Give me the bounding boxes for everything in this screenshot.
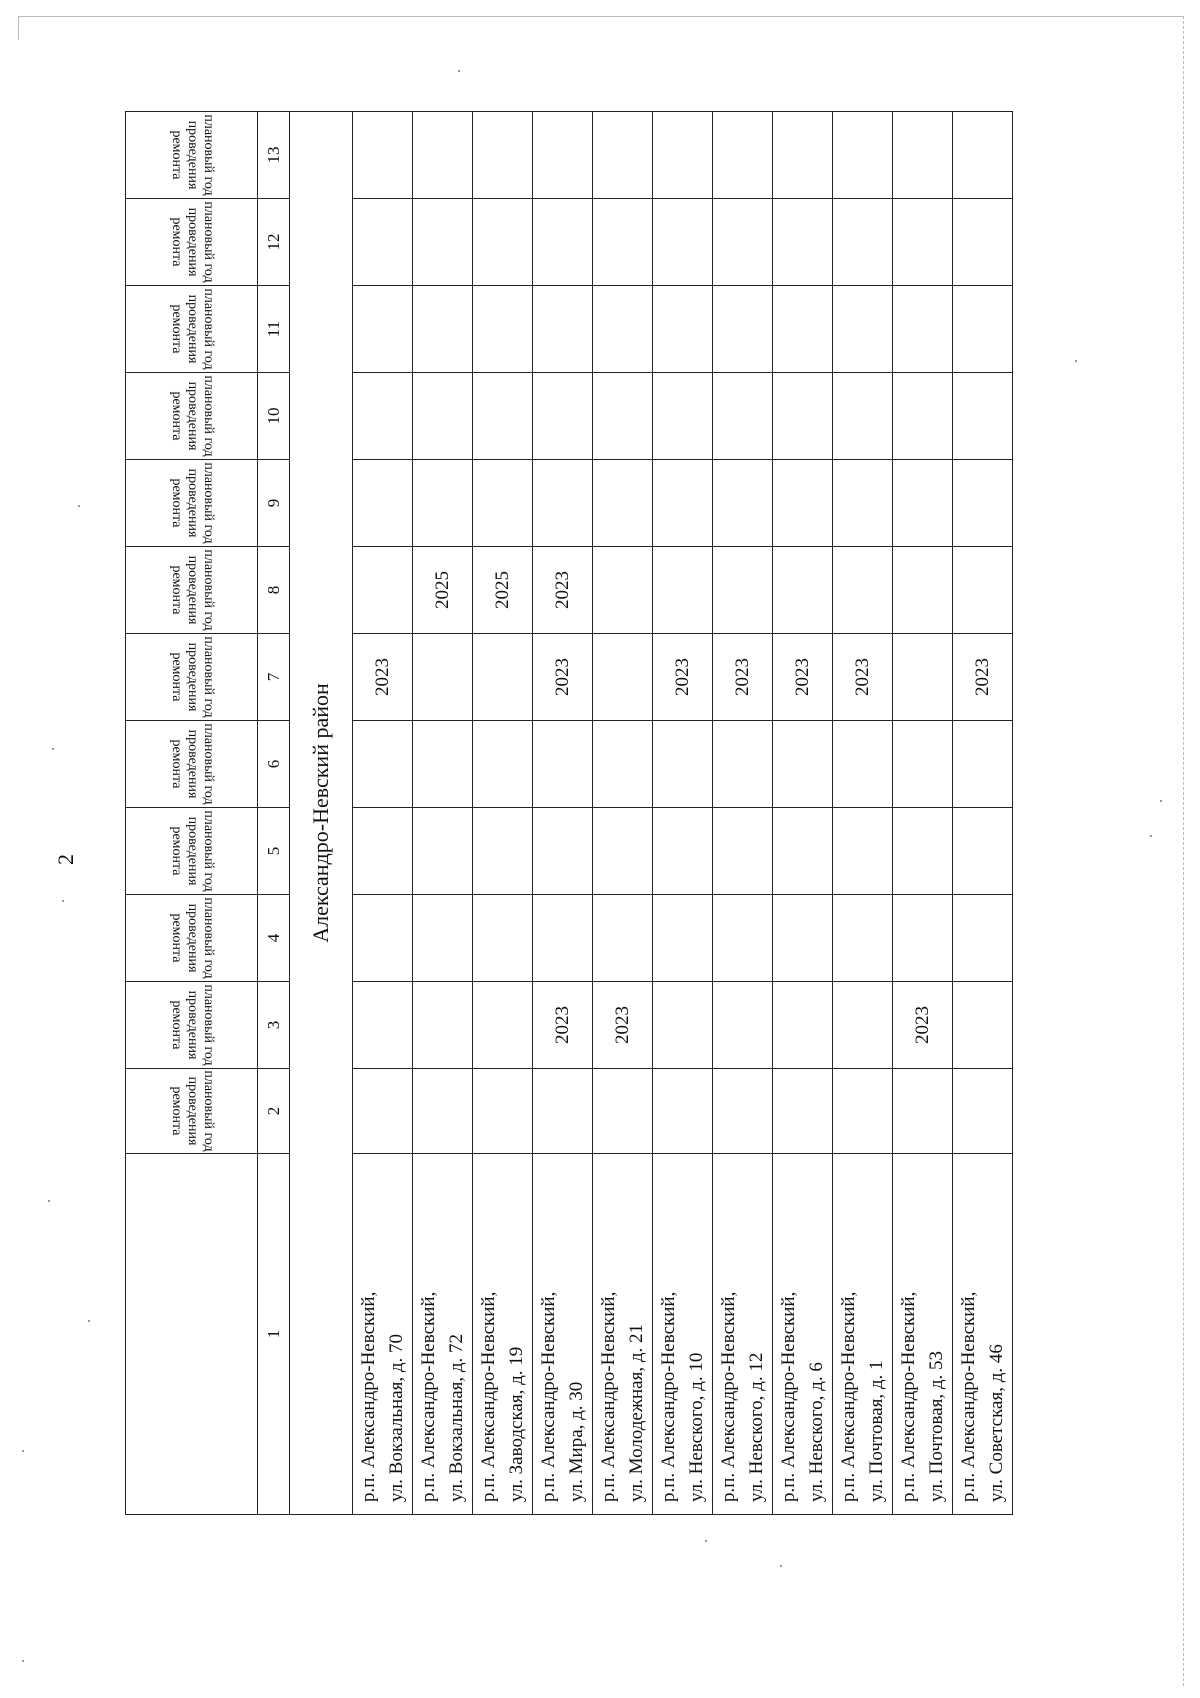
column-number-3: 3: [258, 982, 290, 1069]
column-number-5: 5: [258, 808, 290, 895]
year-cell-col-13: [353, 112, 413, 199]
column-number-9: 9: [258, 460, 290, 547]
year-cell-col-2: [653, 1069, 713, 1154]
year-cell-col-4: [773, 895, 833, 982]
address-line: ул. Мира, д. 30: [565, 1381, 587, 1502]
year-cell-col-8: 2025: [473, 547, 533, 634]
address-cell: [413, 1154, 473, 1515]
year-cell-col-12: [893, 199, 953, 286]
year-cell-col-5: [893, 808, 953, 895]
address-line: ул. Невского, д. 12: [745, 1352, 767, 1502]
year-cell-col-9: [893, 460, 953, 547]
address-line: р.п. Александро-Невский,: [597, 1291, 619, 1502]
year-cell-col-9: [533, 460, 593, 547]
year-cell-col-13: [893, 112, 953, 199]
year-cell-col-6: [533, 721, 593, 808]
year-cell-col-10: [713, 373, 773, 460]
scan-speck: [1160, 800, 1162, 802]
year-cell-col-8: [833, 547, 893, 634]
year-cell-col-10: [353, 373, 413, 460]
year-cell-col-2: [833, 1069, 893, 1154]
year-cell-col-11: [593, 286, 653, 373]
address-cell: [653, 1154, 713, 1515]
year-cell-col-12: [953, 199, 1013, 286]
column-header-2: [126, 1069, 258, 1154]
table-row: [833, 112, 893, 1515]
table-row: [893, 112, 953, 1515]
year-cell-col-13: [953, 112, 1013, 199]
scan-edge-right: [1183, 16, 1184, 1686]
address-line: р.п. Александро-Невский,: [357, 1291, 379, 1502]
table-row: [593, 112, 653, 1515]
year-cell-col-8: [893, 547, 953, 634]
year-cell-col-12: [473, 199, 533, 286]
year-cell-col-2: [773, 1069, 833, 1154]
year-cell-col-2: [713, 1069, 773, 1154]
year-cell-col-8: 2023: [533, 547, 593, 634]
year-cell-col-3: 2023: [893, 982, 953, 1069]
address-line: ул. Почтовая, д. 1: [865, 1360, 887, 1502]
year-cell-col-7: 2023: [653, 634, 713, 721]
year-cell-col-6: [953, 721, 1013, 808]
page-number: 2: [53, 854, 78, 865]
column-header-10: [126, 373, 258, 460]
column-header-text: плановый год проведения ремонта: [168, 549, 216, 631]
rotated-page-content: [53, 70, 1060, 1515]
year-cell-col-11: [953, 286, 1013, 373]
year-cell-col-11: [773, 286, 833, 373]
year-cell-col-6: [353, 721, 413, 808]
year-cell-col-13: [653, 112, 713, 199]
year-cell-col-11: [653, 286, 713, 373]
year-cell-col-12: [833, 199, 893, 286]
district-name: Александро-Невский район: [290, 112, 353, 1515]
year-cell-col-6: [593, 721, 653, 808]
year-cell-col-7: [413, 634, 473, 721]
column-header-text: плановый год проведения ремонта: [168, 462, 216, 544]
address-line: ул. Вокзальная, д. 70: [385, 1333, 407, 1502]
year-cell-col-7: [893, 634, 953, 721]
repair-schedule-table-wrapper: [125, 111, 1013, 1515]
year-cell-col-6: [893, 721, 953, 808]
year-cell-col-8: [593, 547, 653, 634]
column-header-13: [126, 112, 258, 199]
column-header-text: плановый год проведения ремонта: [168, 375, 216, 457]
address-cell: [953, 1154, 1013, 1515]
address-line: р.п. Александро-Невский,: [477, 1291, 499, 1502]
year-cell-col-7: 2023: [953, 634, 1013, 721]
year-cell-col-10: [413, 373, 473, 460]
column-header-12: [126, 199, 258, 286]
column-number-row: [258, 112, 290, 1515]
scan-edge-left: [18, 16, 19, 40]
year-cell-col-12: [413, 199, 473, 286]
year-cell-col-5: [473, 808, 533, 895]
year-cell-col-3: [773, 982, 833, 1069]
year-cell-col-12: [653, 199, 713, 286]
table-row: [713, 112, 773, 1515]
scan-speck: [78, 505, 80, 507]
address-line: ул. Почтовая, д. 53: [925, 1350, 947, 1502]
district-row: [290, 112, 353, 1515]
column-header-text: плановый год проведения ремонта: [168, 288, 216, 370]
year-cell-col-12: [713, 199, 773, 286]
column-header-8: [126, 547, 258, 634]
year-cell-col-6: [413, 721, 473, 808]
table-row: [773, 112, 833, 1515]
year-cell-col-7: [473, 634, 533, 721]
year-cell-col-13: [413, 112, 473, 199]
table-row: [533, 112, 593, 1515]
year-cell-col-2: [533, 1069, 593, 1154]
year-cell-col-6: [773, 721, 833, 808]
year-cell-col-3: [473, 982, 533, 1069]
address-line: ул. Молодежная, д. 21: [625, 1324, 647, 1502]
year-cell-col-5: [713, 808, 773, 895]
year-cell-col-13: [713, 112, 773, 199]
year-cell-col-3: [953, 982, 1013, 1069]
year-cell-col-12: [593, 199, 653, 286]
address-line: р.п. Александро-Невский,: [897, 1291, 919, 1502]
scan-speck: [48, 1200, 50, 1202]
year-cell-col-10: [533, 373, 593, 460]
address-cell: [473, 1154, 533, 1515]
year-cell-col-11: [713, 286, 773, 373]
column-header-text: плановый год проведения ремонта: [168, 984, 216, 1066]
table-row: [953, 112, 1013, 1515]
column-header-11: [126, 286, 258, 373]
year-cell-col-11: [353, 286, 413, 373]
table-row: [653, 112, 713, 1515]
scan-speck: [705, 1540, 707, 1542]
column-header-6: [126, 721, 258, 808]
year-cell-col-10: [893, 373, 953, 460]
column-number-12: 12: [258, 199, 290, 286]
year-cell-col-8: 2025: [413, 547, 473, 634]
table-row: [473, 112, 533, 1515]
year-cell-col-11: [833, 286, 893, 373]
year-cell-col-10: [593, 373, 653, 460]
year-cell-col-4: [353, 895, 413, 982]
scan-speck: [1150, 835, 1152, 837]
column-header-text: плановый год проведения ремонта: [168, 810, 216, 892]
year-cell-col-9: [413, 460, 473, 547]
year-cell-col-7: 2023: [533, 634, 593, 721]
year-cell-col-8: [653, 547, 713, 634]
year-cell-col-13: [473, 112, 533, 199]
year-cell-col-4: [413, 895, 473, 982]
column-number-8: 8: [258, 547, 290, 634]
address-line: ул. Советская, д. 46: [985, 1344, 1007, 1502]
year-cell-col-2: [413, 1069, 473, 1154]
address-line: р.п. Александро-Невский,: [657, 1291, 679, 1502]
year-cell-col-4: [533, 895, 593, 982]
column-header-text: плановый год проведения ремонта: [168, 723, 216, 805]
year-cell-col-3: [833, 982, 893, 1069]
year-cell-col-11: [533, 286, 593, 373]
year-cell-col-9: [593, 460, 653, 547]
scan-speck: [780, 1565, 782, 1567]
year-cell-col-9: [953, 460, 1013, 547]
address-cell: [353, 1154, 413, 1515]
year-cell-col-9: [713, 460, 773, 547]
table-row: [353, 112, 413, 1515]
year-cell-col-3: [653, 982, 713, 1069]
year-cell-col-5: [533, 808, 593, 895]
year-cell-col-2: [353, 1069, 413, 1154]
year-cell-col-5: [773, 808, 833, 895]
address-line: ул. Невского, д. 10: [685, 1352, 707, 1502]
year-cell-col-4: [593, 895, 653, 982]
year-cell-col-2: [953, 1069, 1013, 1154]
column-number-11: 11: [258, 286, 290, 373]
year-cell-col-10: [953, 373, 1013, 460]
year-cell-col-5: [413, 808, 473, 895]
year-cell-col-13: [593, 112, 653, 199]
year-cell-col-11: [893, 286, 953, 373]
year-cell-col-9: [353, 460, 413, 547]
year-cell-col-3: 2023: [533, 982, 593, 1069]
column-header-text: плановый год проведения ремонта: [168, 114, 216, 196]
address-cell: [593, 1154, 653, 1515]
year-cell-col-4: [653, 895, 713, 982]
scan-speck: [1075, 360, 1077, 362]
year-cell-col-10: [833, 373, 893, 460]
scan-speck: [22, 1660, 24, 1662]
year-cell-col-10: [773, 373, 833, 460]
year-cell-col-8: [713, 547, 773, 634]
scan-speck: [458, 70, 460, 72]
column-number-7: 7: [258, 634, 290, 721]
table-row: [413, 112, 473, 1515]
address-line: р.п. Александро-Невский,: [417, 1291, 439, 1502]
year-cell-col-11: [413, 286, 473, 373]
column-number-13: 13: [258, 112, 290, 199]
year-cell-col-5: [353, 808, 413, 895]
address-cell: [713, 1154, 773, 1515]
column-header-5: [126, 808, 258, 895]
year-cell-col-7: [593, 634, 653, 721]
year-cell-col-9: [653, 460, 713, 547]
year-cell-col-2: [893, 1069, 953, 1154]
address-cell: [833, 1154, 893, 1515]
year-cell-col-6: [473, 721, 533, 808]
column-header-row: [126, 112, 258, 1515]
repair-schedule-table: [125, 111, 1013, 1515]
column-header-4: [126, 895, 258, 982]
scan-speck: [62, 900, 64, 902]
year-cell-col-10: [653, 373, 713, 460]
year-cell-col-5: [953, 808, 1013, 895]
year-cell-col-8: [773, 547, 833, 634]
column-number-10: 10: [258, 373, 290, 460]
address-line: ул. Вокзальная, д. 72: [445, 1333, 467, 1502]
year-cell-col-2: [593, 1069, 653, 1154]
year-cell-col-4: [953, 895, 1013, 982]
column-header-text: плановый год проведения ремонта: [168, 636, 216, 718]
year-cell-col-12: [353, 199, 413, 286]
column-number-1: 1: [258, 1154, 290, 1515]
year-cell-col-11: [473, 286, 533, 373]
year-cell-col-7: 2023: [713, 634, 773, 721]
year-cell-col-12: [773, 199, 833, 286]
year-cell-col-6: [653, 721, 713, 808]
column-number-6: 6: [258, 721, 290, 808]
year-cell-col-8: [953, 547, 1013, 634]
year-cell-col-5: [593, 808, 653, 895]
year-cell-col-4: [473, 895, 533, 982]
year-cell-col-13: [533, 112, 593, 199]
address-line: р.п. Александро-Невский,: [777, 1291, 799, 1502]
year-cell-col-9: [473, 460, 533, 547]
address-line: ул. Заводская, д. 19: [505, 1346, 527, 1502]
year-cell-col-5: [833, 808, 893, 895]
year-cell-col-4: [713, 895, 773, 982]
year-cell-col-13: [833, 112, 893, 199]
year-cell-col-4: [893, 895, 953, 982]
year-cell-col-9: [833, 460, 893, 547]
year-cell-col-8: [353, 547, 413, 634]
scan-edge-top: [18, 16, 1184, 17]
address-line: р.п. Александро-Невский,: [837, 1291, 859, 1502]
column-header-7: [126, 634, 258, 721]
year-cell-col-7: 2023: [833, 634, 893, 721]
year-cell-col-5: [653, 808, 713, 895]
scan-speck: [22, 1450, 24, 1452]
year-cell-col-9: [773, 460, 833, 547]
address-line: р.п. Александро-Невский,: [537, 1291, 559, 1502]
year-cell-col-13: [773, 112, 833, 199]
column-header-1: [126, 1154, 258, 1515]
address-cell: [533, 1154, 593, 1515]
column-number-2: 2: [258, 1069, 290, 1154]
year-cell-col-3: [353, 982, 413, 1069]
column-header-text: плановый год проведения ремонта: [168, 897, 216, 979]
year-cell-col-12: [533, 199, 593, 286]
year-cell-col-2: [473, 1069, 533, 1154]
year-cell-col-3: [413, 982, 473, 1069]
year-cell-col-7: 2023: [773, 634, 833, 721]
year-cell-col-4: [833, 895, 893, 982]
column-number-4: 4: [258, 895, 290, 982]
year-cell-col-10: [473, 373, 533, 460]
address-cell: [773, 1154, 833, 1515]
year-cell-col-7: 2023: [353, 634, 413, 721]
column-header-text: плановый год проведения ремонта: [168, 201, 216, 283]
year-cell-col-6: [833, 721, 893, 808]
year-cell-col-3: 2023: [593, 982, 653, 1069]
column-header-9: [126, 460, 258, 547]
column-header-3: [126, 982, 258, 1069]
year-cell-col-6: [713, 721, 773, 808]
address-cell: [893, 1154, 953, 1515]
address-line: р.п. Александро-Невский,: [717, 1291, 739, 1502]
year-cell-col-3: [713, 982, 773, 1069]
scan-speck: [52, 748, 54, 750]
scan-speck: [88, 1320, 90, 1322]
address-line: р.п. Александро-Невский,: [957, 1291, 979, 1502]
column-header-text: плановый год проведения ремонта: [168, 1070, 216, 1152]
address-line: ул. Невского, д. 6: [805, 1362, 827, 1502]
